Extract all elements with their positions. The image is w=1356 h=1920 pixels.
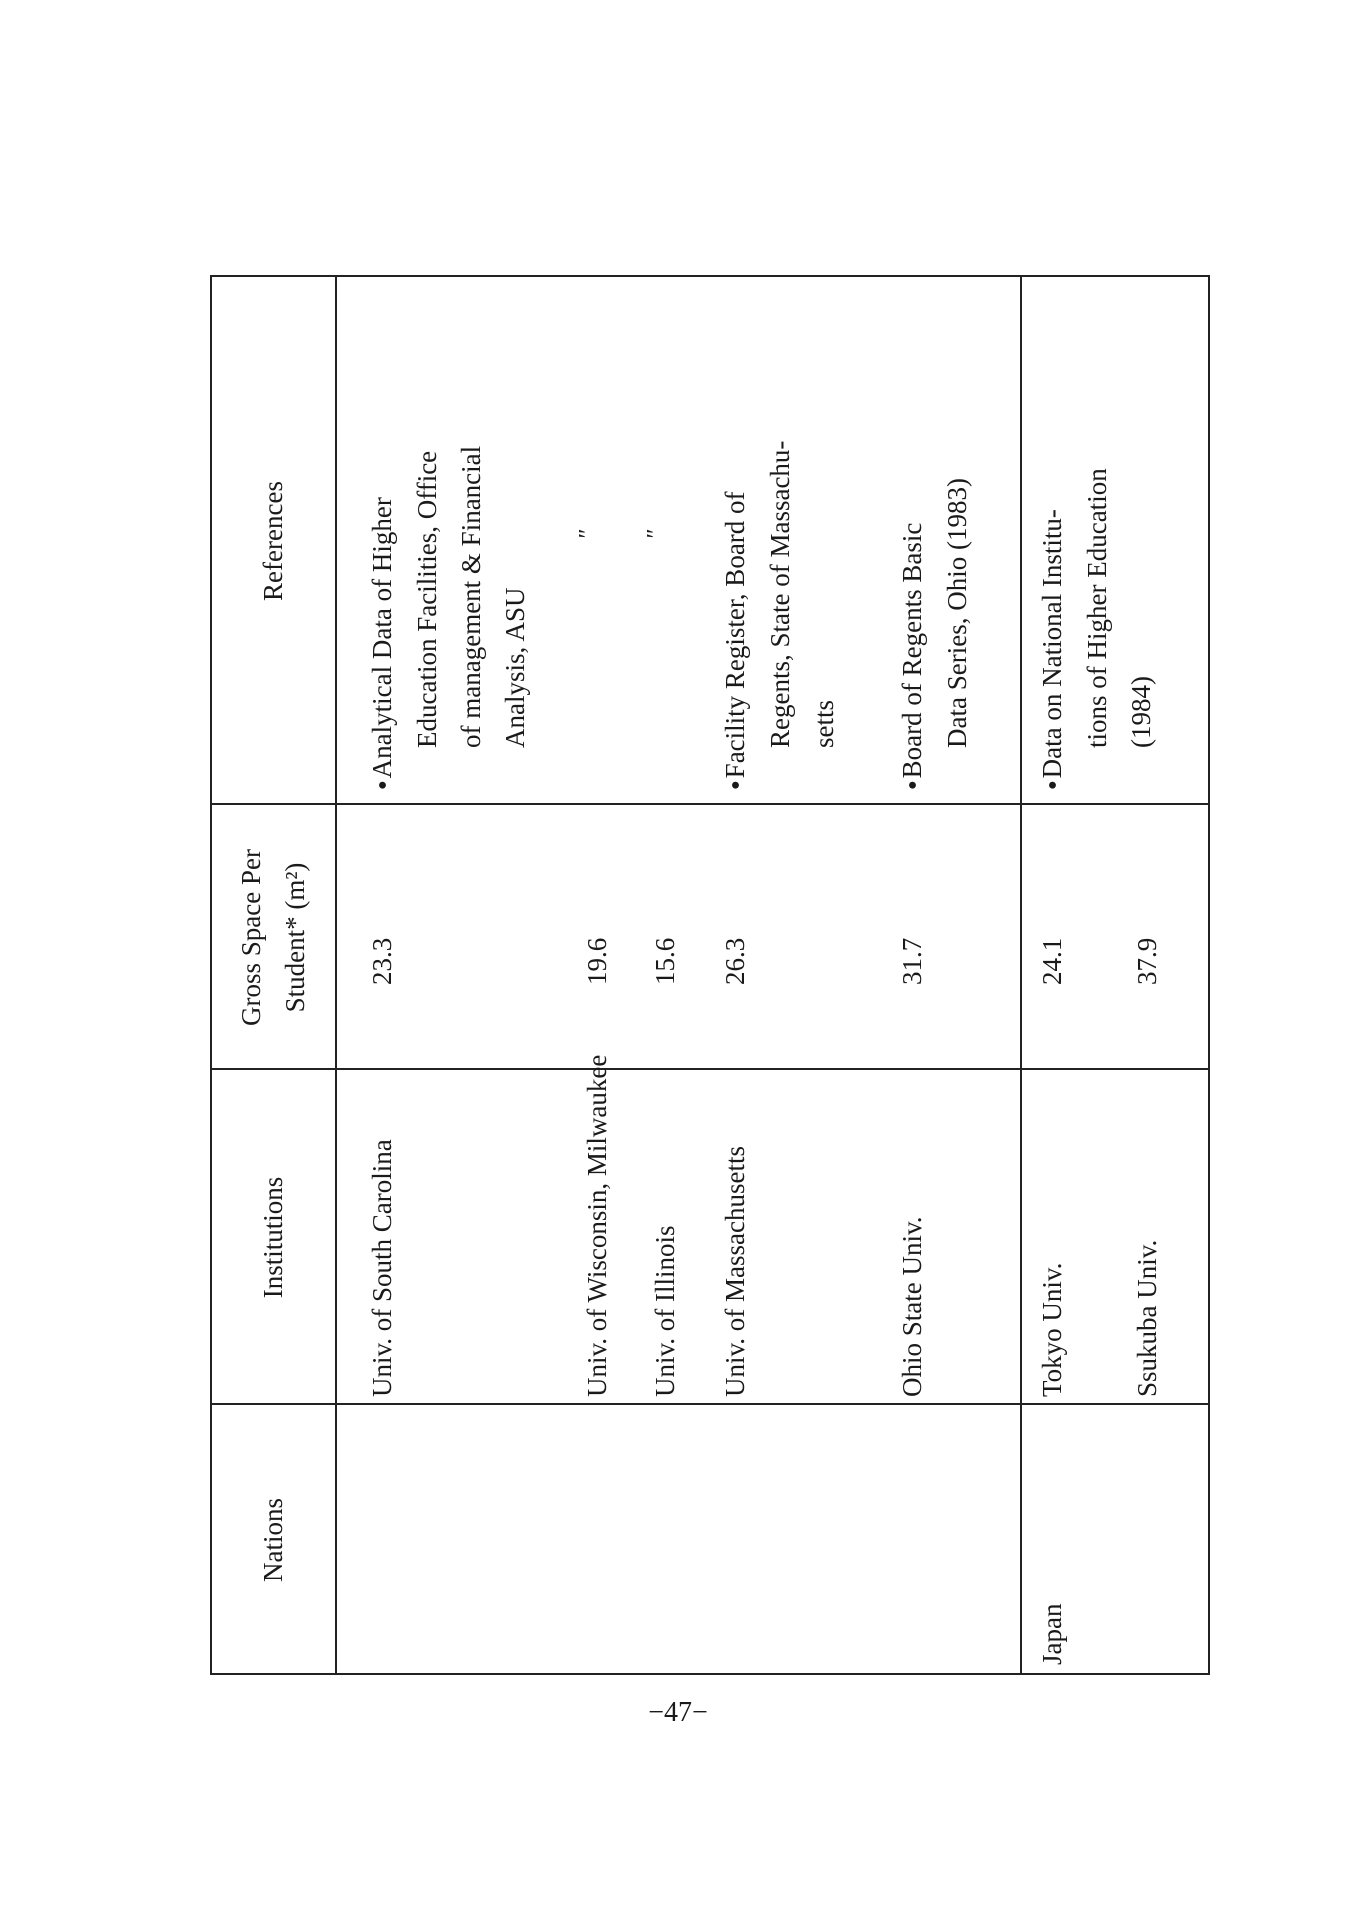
space-value-cell: 31.7	[897, 937, 927, 985]
page-number: −47−	[648, 1697, 708, 1728]
reference-line: of management & Financial	[456, 445, 486, 748]
table-border-right	[210, 275, 1210, 277]
space-value-cell: 15.6	[650, 937, 680, 985]
reference-cell	[890, 285, 979, 790]
reference-line: Regents, State of Massachu-	[765, 440, 795, 748]
japan-section-divider	[1020, 275, 1022, 1675]
reference-line: (1984)	[1126, 676, 1156, 748]
reference-line: tions of Higher Education	[1082, 468, 1112, 748]
reference-line: Education Facilities, Office	[412, 450, 442, 748]
ditto-mark: ″	[575, 530, 601, 540]
institution-cell: Univ. of Massachusetts	[720, 1146, 750, 1397]
institution-cell: Univ. of Wisconsin, Milwaukee	[582, 1054, 612, 1397]
reference-cell	[713, 285, 846, 790]
reference-line: ● Board of Regents Basic	[890, 285, 935, 790]
header-institutions: Institutions	[258, 1176, 288, 1299]
reference-line: ● Analytical Data of Higher	[360, 285, 405, 790]
space-value-cell: 24.1	[1037, 937, 1067, 985]
ditto-mark: ″	[643, 530, 669, 540]
header-divider	[335, 275, 337, 1675]
table-border-bottom	[1208, 275, 1210, 1675]
header-references: References	[258, 481, 288, 601]
rotated-data-table	[210, 275, 1210, 1675]
table-border-top	[210, 275, 212, 1675]
space-value-cell: 26.3	[720, 937, 750, 985]
reference-line: setts	[809, 699, 839, 748]
space-value-cell: 19.6	[582, 937, 612, 985]
header-gross-space-line2: Student* (m²)	[280, 862, 310, 1013]
column-divider-institutions	[210, 1068, 1210, 1070]
institution-cell: Ssukuba Univ.	[1132, 1239, 1162, 1397]
reference-cell	[1030, 285, 1163, 790]
institution-cell: Tokyo Univ.	[1037, 1262, 1067, 1397]
space-value-cell: 37.9	[1132, 937, 1162, 985]
column-divider-nations	[210, 1403, 1210, 1405]
space-value-cell: 23.3	[367, 937, 397, 985]
table-border-left	[210, 1673, 1210, 1675]
nation-japan: Japan	[1037, 1603, 1067, 1665]
reference-line: ● Facility Register, Board of	[713, 285, 758, 790]
column-divider-space	[210, 803, 1210, 805]
reference-line: Analysis, ASU	[500, 587, 530, 748]
header-nations: Nations	[258, 1498, 288, 1582]
reference-cell	[360, 285, 537, 790]
institution-cell: Univ. of Illinois	[650, 1225, 680, 1397]
institution-cell: Ohio State Univ.	[897, 1216, 927, 1397]
institution-cell: Univ. of South Carolina	[367, 1139, 397, 1397]
header-gross-space-line1: Gross Space Per	[236, 849, 266, 1026]
reference-line: Data Series, Ohio (1983)	[942, 478, 972, 748]
reference-line: ● Data on National Institu-	[1030, 285, 1075, 790]
